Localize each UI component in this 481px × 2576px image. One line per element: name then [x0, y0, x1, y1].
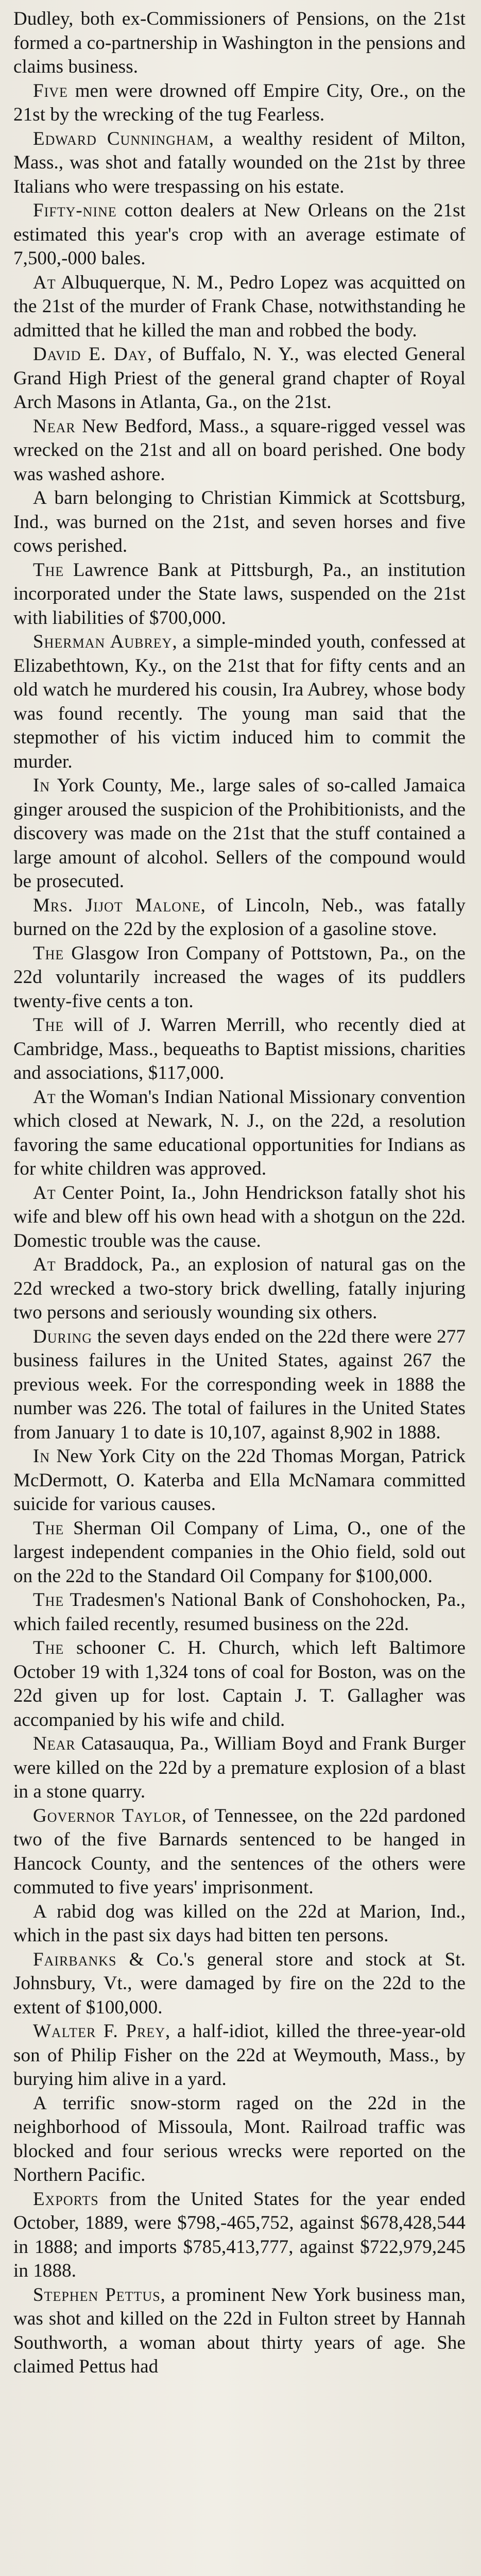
item-text: , a simple-minded youth, confessed at Elizabethtown, Ky., on the 21st that for fifty cents and an old watch he murdered his cousin, Ira Aubrey, whose body was found recently. The young man said that the stepmother of his victim induced him to commit the murder.	[13, 631, 466, 772]
item-text: cotton dealers at New Orleans on the 21st estimated this year's crop with an average estimate of 7,500,-000 bales.	[13, 200, 466, 269]
news-item	[13, 774, 466, 894]
item-lead: The	[33, 942, 64, 964]
item-lead: At	[33, 1086, 56, 1108]
item-lead: A	[33, 2092, 47, 2114]
item-text: the seven days ended on the 22d there were 277 business failures in the United States, against 267 the previous week. For the corresponding week in 1888 the number was 226. The total of failures in the United States from January 1 to date is 10,107, against 8,902 in 1888.	[13, 1326, 466, 1443]
news-item	[13, 1636, 466, 1732]
news-item	[13, 1013, 466, 1086]
item-lead: The	[33, 1014, 64, 1036]
news-item	[13, 630, 466, 774]
item-lead: Edward Cunningham	[33, 128, 209, 149]
item-text: Lawrence Bank at Pittsburgh, Pa., an institution incorporated under the State laws, suspended on the 21st with liabilities of $700,000.	[13, 559, 466, 629]
item-text: Sherman Oil Company of Lima, O., one of the largest independent companies in the Ohio field, sold out on the 22d to the Standard Oil Company for $100,000.	[13, 1517, 466, 1587]
item-text: , of Buffalo, N. Y., was elected General Grand High Priest of the general grand chapter of Royal Arch Masons in Atlanta, Ga., on the 21st.	[13, 344, 466, 413]
item-text: & Co.'s general store and stock at St. Johnsbury, Vt., were damaged by fire on the 22d to the extent of $100,000.	[13, 1948, 466, 2018]
item-lead: In	[33, 775, 50, 796]
news-item	[13, 199, 466, 271]
item-lead: At	[33, 1182, 56, 1204]
item-lead: The	[33, 1517, 64, 1539]
item-text: , of Tennessee, on the 22d pardoned two of the five Barnards sentenced to be hanged in Hancock County, and the sentences of the others were commuted to five years' imprisonment.	[13, 1805, 466, 1898]
item-text: , a wealthy resident of Milton, Mass., was shot and fatally wounded on the 21st by three Italians who were trespassing on his estate.	[13, 128, 466, 197]
news-item	[13, 127, 466, 199]
news-item	[13, 1253, 466, 1325]
item-text: , a prominent New York business man, was shot and killed on the 22d in Fulton street by Hannah Southworth, a woman about thirty years of age. She claimed Pettus had	[13, 2284, 466, 2377]
news-item	[13, 894, 466, 942]
news-item	[13, 7, 466, 79]
item-lead: Walter F. Prey	[33, 2021, 165, 2042]
item-lead: During	[33, 1326, 93, 1347]
news-item	[13, 2020, 466, 2092]
item-lead: Stephen Pettus	[33, 2284, 161, 2306]
news-column	[13, 7, 466, 2379]
item-text: Glasgow Iron Company of Pottstown, Pa., on the 22d voluntarily increased the wages of its puddlers twenty-five cents a ton.	[13, 942, 466, 1012]
item-lead: A	[33, 487, 47, 509]
item-text: Braddock, Pa., an explosion of natural gas on the 22d wrecked a two-story brick dwelling, fatally injuring two persons and seriously wounding six others.	[13, 1254, 466, 1323]
item-lead: Near	[33, 1733, 76, 1754]
news-item	[13, 1804, 466, 1900]
item-text: Center Point, Ia., John Hendrickson fatally shot his wife and blew off his own head with a shotgun on the 22d. Domestic trouble was the cause.	[13, 1182, 466, 1251]
item-text: men were drowned off Empire City, Ore., on the 21st by the wrecking of the tug Fearless.	[13, 80, 466, 125]
news-item	[13, 1732, 466, 1804]
news-item	[13, 271, 466, 343]
news-item	[13, 1325, 466, 1445]
item-lead: Near	[33, 415, 76, 437]
news-item	[13, 1445, 466, 1517]
news-item	[13, 1086, 466, 1181]
item-text: York County, Me., large sales of so-called Jamaica ginger aroused the suspicion of the Prohibitionists, and the discovery was made on the 21st that the stuff contained a large amount of alcohol. Sellers of the compound would be prosecuted.	[13, 775, 466, 892]
news-item	[13, 79, 466, 127]
news-item	[13, 1181, 466, 1253]
item-text: schooner C. H. Church, which left Baltimore October 19 with 1,324 tons of coal for Boston, was on the 22d given up for lost. Captain J. T. Gallagher was accompanied by his wife and child.	[13, 1637, 466, 1731]
item-text: rabid dog was killed on the 22d at Marion, Ind., which in the past six days had bitten ten persons.	[13, 1901, 466, 1946]
news-item	[13, 343, 466, 415]
item-text: barn belonging to Christian Kimmick at Scottsburg, Ind., was burned on the 21st, and seven horses and five cows perished.	[13, 487, 466, 556]
news-item	[13, 1517, 466, 1589]
item-text: Catasauqua, Pa., William Boyd and Frank Burger were killed on the 22d by a premature explosion of a blast in a stone quarry.	[13, 1733, 466, 1802]
item-lead: At	[33, 272, 56, 293]
item-text: New Bedford, Mass., a square-rigged vessel was wrecked on the 21st and all on board perished. One body was washed ashore.	[13, 415, 466, 485]
news-item	[13, 2283, 466, 2379]
item-lead: The	[33, 559, 64, 581]
news-item	[13, 415, 466, 487]
item-text: , a half-idiot, killed the three-year-old son of Philip Fisher on the 22d at Weymouth, Mass., by burying him alive in a yard.	[13, 2021, 466, 2090]
news-item	[13, 486, 466, 558]
item-lead: Sherman Aubrey	[33, 631, 173, 652]
item-text: Albuquerque, N. M., Pedro Lopez was acquitted on the 21st of the murder of Frank Chase, notwithstanding he admitted that he killed the man and robbed the body.	[13, 272, 466, 341]
item-lead: Fairbanks	[33, 1948, 117, 1970]
item-lead: Five	[33, 80, 68, 101]
item-text: New York City on the 22d Thomas Morgan, Patrick McDermott, O. Katerba and Ella McNamara committed suicide for various causes.	[13, 1446, 466, 1515]
item-text: Dudley, both ex-Commissioners of Pensions, on the 21st formed a co-partnership in Washington in the pensions and claims business.	[13, 8, 466, 77]
news-item	[13, 2092, 466, 2188]
item-text: Tradesmen's National Bank of Conshohocken, Pa., which failed recently, resumed business on the 22d.	[13, 1589, 466, 1635]
item-lead: At	[33, 1254, 56, 1275]
news-item	[13, 942, 466, 1014]
item-text: from the United States for the year ended October, 1889, were $798,-465,752, against $678,428,544 in 1888; and imports $785,413,777, against $722,979,245 in 1888.	[13, 2188, 466, 2281]
news-item	[13, 1948, 466, 2020]
item-lead: Fifty-nine	[33, 200, 117, 221]
item-lead: A	[33, 1901, 47, 1922]
item-lead: In	[33, 1446, 50, 1467]
news-item	[13, 558, 466, 631]
item-lead: David E. Day	[33, 344, 148, 365]
item-text: terrific snow-storm raged on the 22d in the neighborhood of Missoula, Mont. Railroad traffic was blocked and four serious wrecks were reported on the Northern Pacific.	[13, 2092, 466, 2185]
item-text: , of Lincoln, Neb., was fatally burned on the 22d by the explosion of a gasoline stove.	[13, 894, 466, 940]
news-item	[13, 1900, 466, 1948]
item-text: the Woman's Indian National Missionary convention which closed at Newark, N. J., on the 22d, a resolution favoring the same educational opportunities for Indians as for white children was approved.	[13, 1086, 466, 1179]
item-lead: Exports	[33, 2188, 99, 2210]
news-item	[13, 1588, 466, 1636]
item-lead: The	[33, 1637, 64, 1658]
item-lead: The	[33, 1589, 64, 1611]
item-lead: Mrs. Jijot Malone	[33, 894, 201, 916]
news-item	[13, 2188, 466, 2283]
item-lead: Governor Taylor	[33, 1805, 182, 1826]
item-text: will of J. Warren Merrill, who recently died at Cambridge, Mass., bequeaths to Baptist missions, charities and associations, $117,000.	[13, 1014, 466, 1083]
